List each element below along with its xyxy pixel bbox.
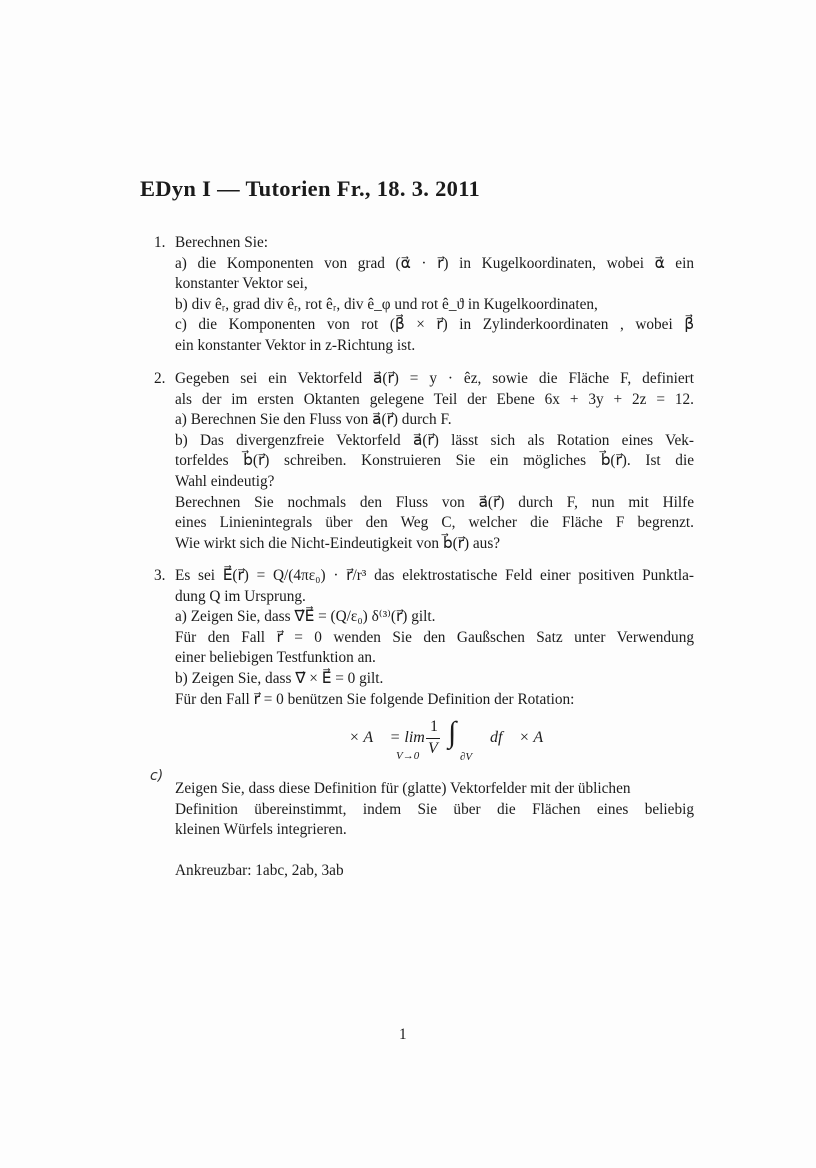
problem-number: 2. [154, 370, 166, 387]
problem-line: Definition übereinstimmt, indem Sie über die Flächen eines beliebig [175, 800, 694, 818]
formula-fraction-numerator: 1 [430, 718, 438, 735]
problem-line: kleinen Würfels integrieren. [175, 821, 347, 839]
problem-line: eines Linienintegrals über den Weg C, welcher die Fläche F begrenzt. [175, 514, 694, 532]
problem-2 [154, 369, 694, 554]
page-number: 1 [399, 1026, 407, 1043]
formula-lhs: ∇⃗ × A⃗ = lim [320, 729, 425, 746]
page-title: EDyn I — Tutorien Fr., 18. 3. 2011 [140, 176, 481, 201]
problem-number: 1. [154, 234, 166, 251]
problem-line: Für den Fall r⃗ = 0 wenden Sie den Gaußschen Satz unter Verwendung [175, 628, 694, 646]
problem-line: einer beliebigen Testfunktion an. [175, 649, 376, 667]
rotation-definition-formula [320, 718, 560, 768]
problem-line: als der im ersten Oktanten gelegene Teil der Ebene 6x + 3y + 2z = 12. [175, 390, 694, 408]
problem-line: konstanter Vektor sei, [175, 275, 308, 293]
problem-line: Zeigen Sie, dass diese Definition für (glatte) Vektorfelder mit der üblichen [175, 780, 631, 797]
formula-fraction-denominator: V [428, 740, 438, 757]
problem-line: dung Q im Ursprung. [175, 587, 306, 605]
fraction-bar [426, 738, 440, 739]
problem-3 [154, 566, 694, 710]
problem-number: 3. [154, 567, 166, 584]
problem-line: Gegeben sei ein Vektorfeld a⃗(r⃗) = y · êz, sowie die Fläche F, definiert [175, 370, 694, 387]
problem-line: a) die Komponenten von grad (α⃗ · r⃗) in Kugelkoordinaten, wobei α⃗ ein [175, 254, 694, 272]
problem-line: b) Das divergenzfreie Vektorfeld a⃗(r⃗) lässt sich als Rotation eines Vek- [175, 431, 694, 449]
problem-line: a) Berechnen Sie den Fluss von a⃗(r⃗) durch F. [175, 411, 452, 429]
problem-body [175, 233, 694, 357]
problem-line: ein konstanter Vektor in z-Richtung ist. [175, 336, 416, 354]
problem-line: Wie wirkt sich die Nicht-Eindeutigkeit von b⃗(r⃗) aus? [175, 534, 501, 552]
problem-line: b) Zeigen Sie, dass ∇⃗ × E⃗ = 0 gilt. [175, 669, 384, 687]
problem-1 [154, 233, 694, 357]
problem-line: torfeldes b⃗(r⃗) schreiben. Konstruieren Sie ein mögliches b⃗(r⃗). Ist die [175, 452, 694, 470]
problem-body [175, 369, 694, 554]
problem-line: Berechnen Sie: [175, 234, 269, 251]
problem-body [175, 566, 694, 710]
problem-line: Wahl eindeutig? [175, 472, 275, 490]
ankreuzbar-note: Ankreuzbar: 1abc, 2ab, 3ab [175, 862, 344, 879]
problem-body [175, 779, 694, 841]
formula-limit-subscript: V→0 [396, 750, 420, 762]
problem-line: c) die Komponenten von rot (β⃗ × r⃗) in Zylinderkoordinaten , wobei β⃗ [175, 316, 694, 334]
formula-integral-subscript: ∂V [460, 751, 473, 763]
problem-line: Berechnen Sie nochmals den Fluss von a⃗(r⃗) durch F, nun mit Hilfe [175, 493, 694, 511]
problem-line: b) div êᵣ, grad div êᵣ, rot êᵣ, div ê_φ und rot ê_ϑ in Kugelkoordinaten, [175, 295, 598, 313]
problem-3-continued [154, 779, 694, 841]
handwritten-note: c) [150, 768, 164, 784]
formula-integrand: df⃗ × A⃗ [490, 729, 556, 746]
problem-line: a) Zeigen Sie, dass ∇⃗E⃗ = (Q/ε₀) δ⁽³⁾(r⃗) gilt. [175, 608, 436, 626]
problem-line: Es sei E⃗(r⃗) = Q/(4πε₀) · r⃗/r³ das elektrostatische Feld einer positiven Punktla- [175, 567, 694, 584]
integral-sign: ∫ [448, 716, 457, 749]
problem-line: Für den Fall r⃗ = 0 benützen Sie folgende Definition der Rotation: [175, 690, 575, 708]
